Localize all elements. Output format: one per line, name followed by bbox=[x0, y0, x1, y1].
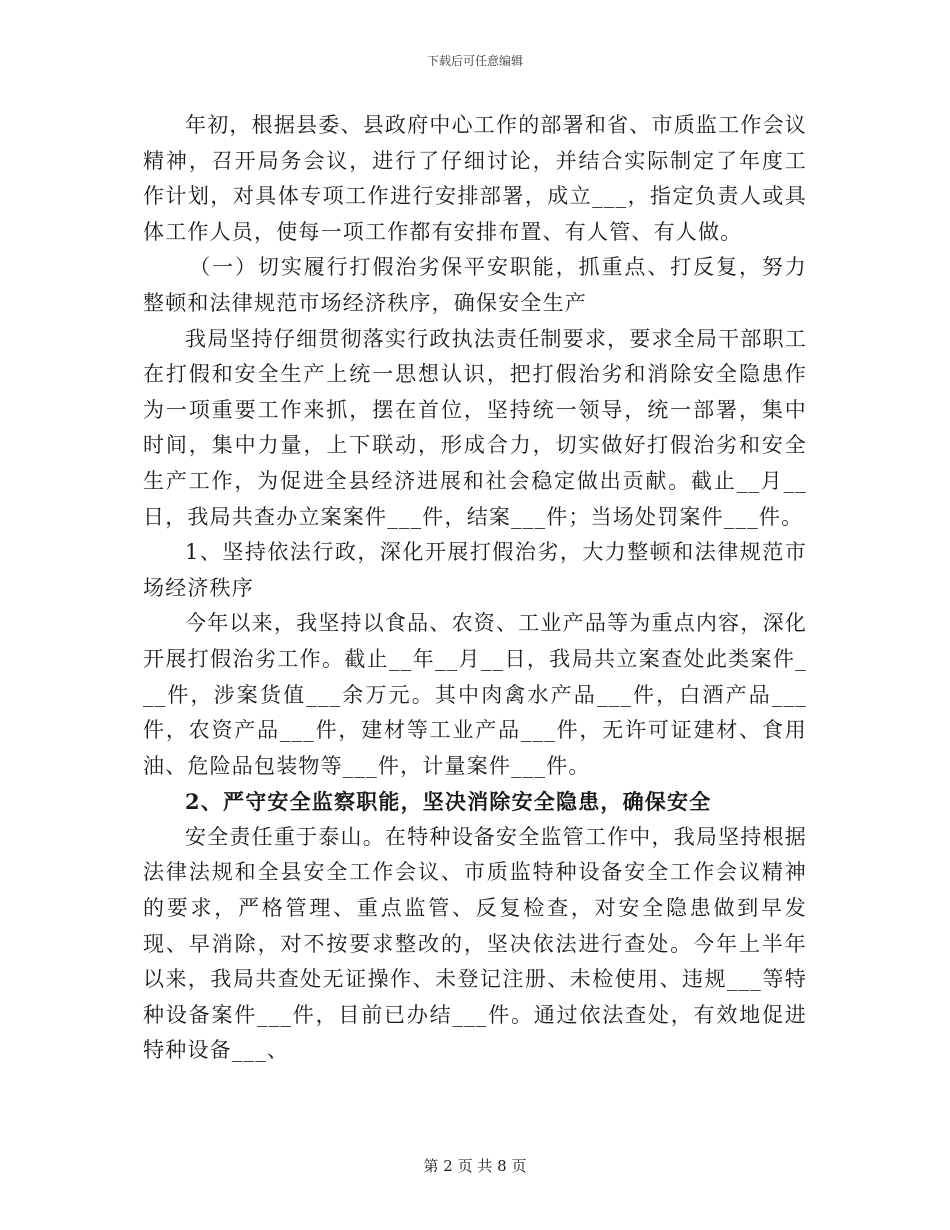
subheading-1: 1、坚持依法行政，深化开展打假治劣，大力整顿和法律规范市场经济秩序 bbox=[143, 540, 807, 600]
section-heading-1: （一）切实履行打假治劣保平安职能，抓重点、打反复，努力整顿和法律规范市场经济秩序，确保安全生产 bbox=[143, 255, 807, 315]
paragraph-enforcement: 我局坚持仔细贯彻落实行政执法责任制要求，要求全局干部职工在打假和安全生产上统一思想认识，把打假治劣和消除安全隐患作为一项重要工作来抓，摆在首位，坚持统一领导，统一部署，集中时间，集中力量，上下联动，形成合力，切实做好打假治劣和安全生产工作，为促进全县经济进展和社会稳定做出贡献。截止__月__日，我局共查办立案案件___件，结案___件；当场处罚案件___件。 bbox=[143, 326, 807, 529]
paragraph-anti-counterfeit: 今年以来，我坚持以食品、农资、工业产品等为重点内容，深化开展打假治劣工作。截止__年__月__日，我局共立案查处此类案件___件，涉案货值___余万元。其中肉禽水产品___件，白酒产品___件，农资产品___件，建材等工业产品___件，无许可证建材、食用油、危险品包装物等___件，计量案件___件。 bbox=[143, 611, 807, 778]
paragraph-safety: 安全责任重于泰山。在特种设备安全监管工作中，我局坚持根据法律法规和全县安全工作会议、市质监特种设备安全工作会议精神的要求，严格管理、重点监管、反复检查，对安全隐患做到早发现、早消除，对不按要求整改的，坚决依法进行查处。今年上半年以来，我局共查处无证操作、未登记注册、未检使用、违规___等特种设备案件___件，目前已办结___件。通过依法查处，有效地促进特种设备___、 bbox=[143, 824, 807, 1063]
subheading-2: 2、严守安全监察职能，坚决消除安全隐患，确保安全 bbox=[185, 789, 712, 815]
document-body bbox=[143, 108, 807, 1069]
paragraph-intro: 年初，根据县委、县政府中心工作的部署和省、市质监工作会议精神，召开局务会议，进行了仔细讨论，并结合实际制定了年度工作计划，对具体专项工作进行安排部署，成立___，指定负责人或具体工作人员，使每一项工作都有安排布置、有人管、有人做。 bbox=[143, 113, 807, 244]
page-footer: 第 2 页 共 8 页 bbox=[423, 1157, 527, 1175]
header-note: 下载后可任意编辑 bbox=[426, 54, 523, 68]
